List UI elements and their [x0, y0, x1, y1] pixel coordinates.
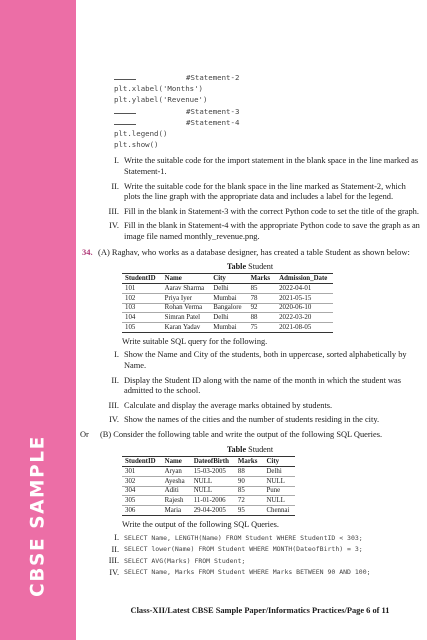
q34a-item — [80, 376, 420, 397]
table-header-cell: Name — [162, 456, 191, 466]
table-cell: 2020-06-10 — [276, 303, 333, 313]
part-b-instruction: Write the output of the following SQL Queries. — [122, 519, 279, 529]
table-cell: 105 — [122, 323, 162, 333]
q33-sub-questions — [80, 156, 420, 242]
table-header-cell: StudentID — [122, 273, 162, 283]
table-cell: NULL — [263, 496, 295, 506]
code-line — [114, 83, 420, 94]
table-cell: 304 — [122, 486, 162, 496]
table-cell: 2021-08-05 — [276, 323, 333, 333]
item-number: I. — [114, 156, 119, 166]
code-line — [114, 72, 420, 83]
code-text: plt.legend() — [114, 129, 168, 139]
page-footer: Class-XII/Latest CBSE Sample Paper/Informatics Practices/Page 6 of 11 — [130, 606, 390, 615]
q33-item — [80, 156, 420, 177]
code-blank — [114, 106, 136, 114]
sql-query-text: SELECT Name, Marks FROM Student WHERE Marks BETWEEN 90 AND 100; — [124, 568, 371, 577]
item-number: II. — [111, 181, 119, 191]
table-cell: Mumbai — [210, 323, 247, 333]
q34a-item — [80, 350, 420, 371]
table-cell: 85 — [235, 486, 264, 496]
table-cell: Aryan — [162, 466, 191, 476]
item-number: IV. — [109, 567, 119, 577]
question-34 — [80, 247, 420, 258]
table-cell: Rajesh — [162, 496, 191, 506]
sidebar-band — [0, 0, 76, 640]
part-a-instruction: Write suitable SQL query for the following. — [122, 336, 268, 346]
code-text: plt.ylabel('Revenue') — [114, 95, 208, 105]
table-cell: 90 — [235, 476, 264, 486]
table-cell: Delhi — [210, 313, 247, 323]
question-number: 34. — [82, 246, 93, 257]
q33-item — [80, 221, 420, 242]
table-header-cell: Marks — [248, 273, 277, 283]
item-text: Fill in the blank in Statement-3 with the correct Python code to set the title of the graph. — [124, 206, 419, 216]
table-row — [122, 466, 295, 476]
code-comment: #Statement-4 — [186, 117, 240, 127]
sql-query-item — [80, 555, 420, 567]
table-cell: 88 — [235, 466, 264, 476]
sql-query-text: SELECT Name, LENGTH(Name) FROM Student WHERE StudentID < 303; — [124, 533, 363, 542]
table-cell: 103 — [122, 303, 162, 313]
code-text: plt.show() — [114, 140, 159, 150]
q33-item — [80, 182, 420, 203]
table-cell: 2022-03-20 — [276, 313, 333, 323]
sidebar-watermark: CBSE SAMPLE — [27, 435, 49, 597]
table-cell: Delhi — [263, 466, 295, 476]
item-number: I. — [114, 533, 119, 543]
code-line — [114, 128, 420, 139]
code-blank — [114, 72, 136, 80]
table-cell: 29-04-2005 — [191, 506, 235, 516]
code-snippet — [114, 72, 420, 150]
table-cell: 95 — [235, 506, 264, 516]
table-row — [122, 323, 333, 333]
table-a-title: Table Student — [226, 261, 274, 271]
code-line — [114, 139, 420, 150]
table-cell: 85 — [248, 283, 277, 293]
code-comment: #Statement-3 — [186, 106, 240, 116]
question-34b-text: (B) Consider the following table and write the output of the following SQL Queries. — [100, 430, 383, 440]
code-line — [114, 94, 420, 105]
table-cell: Maria — [162, 506, 191, 516]
table-cell: 2022-04-01 — [276, 283, 333, 293]
table-cell: Karan Yadav — [162, 323, 211, 333]
sql-query-item — [80, 544, 420, 556]
code-text: plt.xlabel('Months') — [114, 84, 203, 94]
table-cell: 92 — [248, 303, 277, 313]
table-header-cell: StudentID — [122, 456, 162, 466]
table-cell: Ayesha — [162, 476, 191, 486]
item-text: Display the Student ID along with the name of the month in which the student was admitted to the school. — [124, 375, 402, 396]
table-cell: 78 — [248, 293, 277, 303]
q34a-item — [80, 415, 420, 426]
student-table-b — [122, 456, 295, 516]
page-content — [80, 72, 420, 578]
table-row — [122, 313, 333, 323]
table-cell: NULL — [191, 476, 235, 486]
table-cell: Simran Patel — [162, 313, 211, 323]
or-option — [80, 430, 420, 441]
item-number: I. — [114, 350, 119, 360]
item-text: Write the suitable code for the blank space in the line marked as Statement-2, which plots the line graph with the appropriate data and includes a label for the legend. — [124, 181, 406, 202]
code-comment: #Statement-2 — [186, 73, 240, 82]
item-text: Write the suitable code for the import statement in the blank space in the line marked as Statement-1. — [124, 156, 419, 177]
table-cell: 101 — [122, 283, 162, 293]
sql-queries — [80, 532, 420, 578]
table-row — [122, 506, 295, 516]
table-row — [122, 476, 295, 486]
table-cell: Aarav Sharma — [162, 283, 211, 293]
table-cell: Rohan Verma — [162, 303, 211, 313]
table-b-title: Table Student — [226, 444, 274, 454]
sql-query-text: SELECT lower(Name) FROM Student WHERE MONTH(DateofBirth) = 3; — [124, 545, 363, 554]
table-cell: 75 — [248, 323, 277, 333]
item-number: IV. — [109, 415, 119, 425]
item-number: III. — [108, 556, 119, 566]
table-cell: 88 — [248, 313, 277, 323]
q34a-item — [80, 401, 420, 412]
q34a-sub-questions — [80, 350, 420, 426]
student-table-a — [122, 273, 333, 333]
item-number: II. — [111, 544, 119, 554]
sql-query-item — [80, 532, 420, 544]
table-cell: 2021-05-15 — [276, 293, 333, 303]
table-header-cell: Name — [162, 273, 211, 283]
table-cell: 11-01-2006 — [191, 496, 235, 506]
sql-query-item — [80, 567, 420, 579]
table-row — [122, 283, 333, 293]
table-cell: Aditi — [162, 486, 191, 496]
table-cell: Pune — [263, 486, 295, 496]
item-text: Fill in the blank in Statement-4 with the appropriate Python code to save the graph as an image file named monthly_revenue.png. — [124, 221, 420, 241]
table-cell: 306 — [122, 506, 162, 516]
table-header-cell: City — [263, 456, 295, 466]
table-cell: 104 — [122, 313, 162, 323]
table-row — [122, 293, 333, 303]
table-cell: NULL — [191, 486, 235, 496]
table-header-cell: City — [210, 273, 247, 283]
code-blank — [114, 117, 136, 125]
q33-item — [80, 207, 420, 218]
question-34a-text: (A) Raghav, who works as a database designer, has created a table Student as shown below: — [98, 246, 410, 257]
sql-query-text: SELECT AVG(Marks) FROM Student; — [124, 556, 246, 565]
code-line — [114, 117, 420, 128]
table-header-cell: Admission_Date — [276, 273, 333, 283]
item-number: II. — [111, 375, 119, 385]
or-label: Or — [80, 430, 89, 440]
table-cell: NULL — [263, 476, 295, 486]
item-text: Show the names of the cities and the number of students residing in the city. — [124, 415, 380, 425]
code-line — [114, 106, 420, 117]
item-number: III. — [108, 206, 119, 216]
table-cell: Mumbai — [210, 293, 247, 303]
item-text: Calculate and display the average marks obtained by students. — [124, 400, 333, 410]
table-cell: Chennai — [263, 506, 295, 516]
table-row — [122, 496, 295, 506]
table-cell: 305 — [122, 496, 162, 506]
table-header-cell: Marks — [235, 456, 264, 466]
table-row — [122, 303, 333, 313]
table-header-cell: DateofBirth — [191, 456, 235, 466]
table-cell: 102 — [122, 293, 162, 303]
item-number: III. — [108, 400, 119, 410]
table-cell: 72 — [235, 496, 264, 506]
table-cell: 302 — [122, 476, 162, 486]
item-number: IV. — [109, 221, 119, 231]
table-cell: Priya Iyer — [162, 293, 211, 303]
table-cell: Delhi — [210, 283, 247, 293]
table-cell: 301 — [122, 466, 162, 476]
item-text: Show the Name and City of the students, both in uppercase, sorted alphabetically by Name. — [124, 350, 407, 371]
table-cell: 15-03-2005 — [191, 466, 235, 476]
table-cell: Bangalore — [210, 303, 247, 313]
table-row — [122, 486, 295, 496]
